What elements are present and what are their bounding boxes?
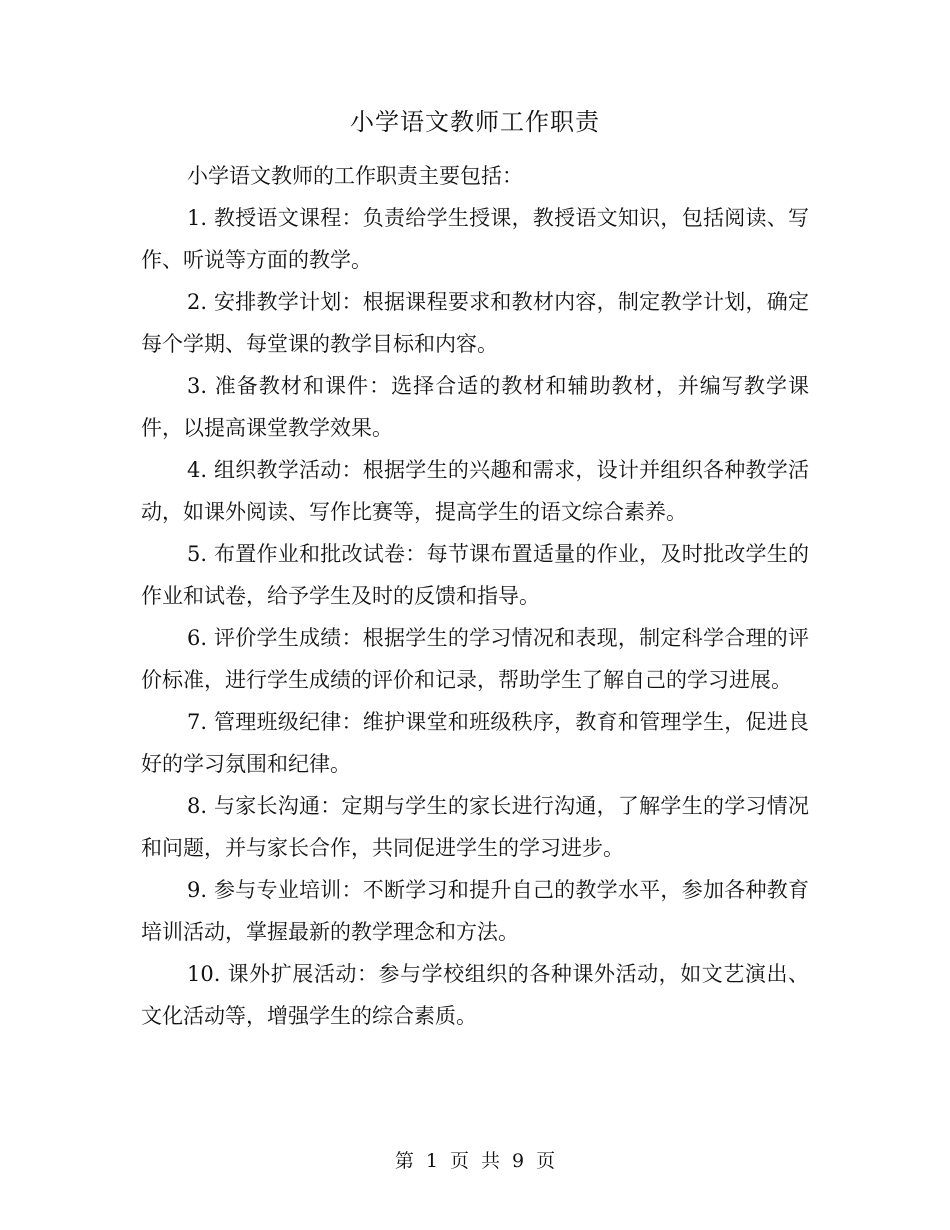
duty-item-9: 9. 参与专业培训：不断学习和提升自己的教学水平，参加各种教育培训活动，掌握最新的教学理念和方法。: [141, 878, 809, 944]
duty-item-10: 10. 课外扩展活动：参与学校组织的各种课外活动，如文艺演出、文化活动等，增强学生的综合素质。: [141, 962, 809, 1028]
duty-item-5: 5. 布置作业和批改试卷：每节课布置适量的作业，及时批改学生的作业和试卷，给予学生及时的反馈和指导。: [141, 542, 809, 608]
duty-item-8: 8. 与家长沟通：定期与学生的家长进行沟通，了解学生的学习情况和问题，并与家长合作，共同促进学生的学习进步。: [141, 794, 809, 860]
intro-paragraph: 小学语文教师的工作职责主要包括：: [187, 164, 523, 188]
duty-item-4: 4. 组织教学活动：根据学生的兴趣和需求，设计并组织各种教学活动，如课外阅读、写作比赛等，提高学生的语文综合素养。: [141, 458, 809, 524]
page-number-footer: 第 1 页 共 9 页: [394, 1150, 556, 1172]
duty-item-3: 3. 准备教材和课件：选择合适的教材和辅助教材，并编写教学课件，以提高课堂教学效果。: [141, 374, 809, 440]
document-body: [141, 155, 809, 1037]
duty-item-2: 2. 安排教学计划：根据课程要求和教材内容，制定教学计划，确定每个学期、每堂课的教学目标和内容。: [141, 290, 809, 356]
document-title: 小学语文教师工作职责: [350, 108, 600, 136]
duty-item-6: 6. 评价学生成绩：根据学生的学习情况和表现，制定科学合理的评价标准，进行学生成绩的评价和记录，帮助学生了解自己的学习进展。: [141, 626, 809, 692]
duty-item-7: 7. 管理班级纪律：维护课堂和班级秩序，教育和管理学生，促进良好的学习氛围和纪律。: [141, 710, 809, 776]
duty-item-1: 1. 教授语文课程：负责给学生授课，教授语文知识，包括阅读、写作、听说等方面的教学。: [141, 206, 809, 272]
